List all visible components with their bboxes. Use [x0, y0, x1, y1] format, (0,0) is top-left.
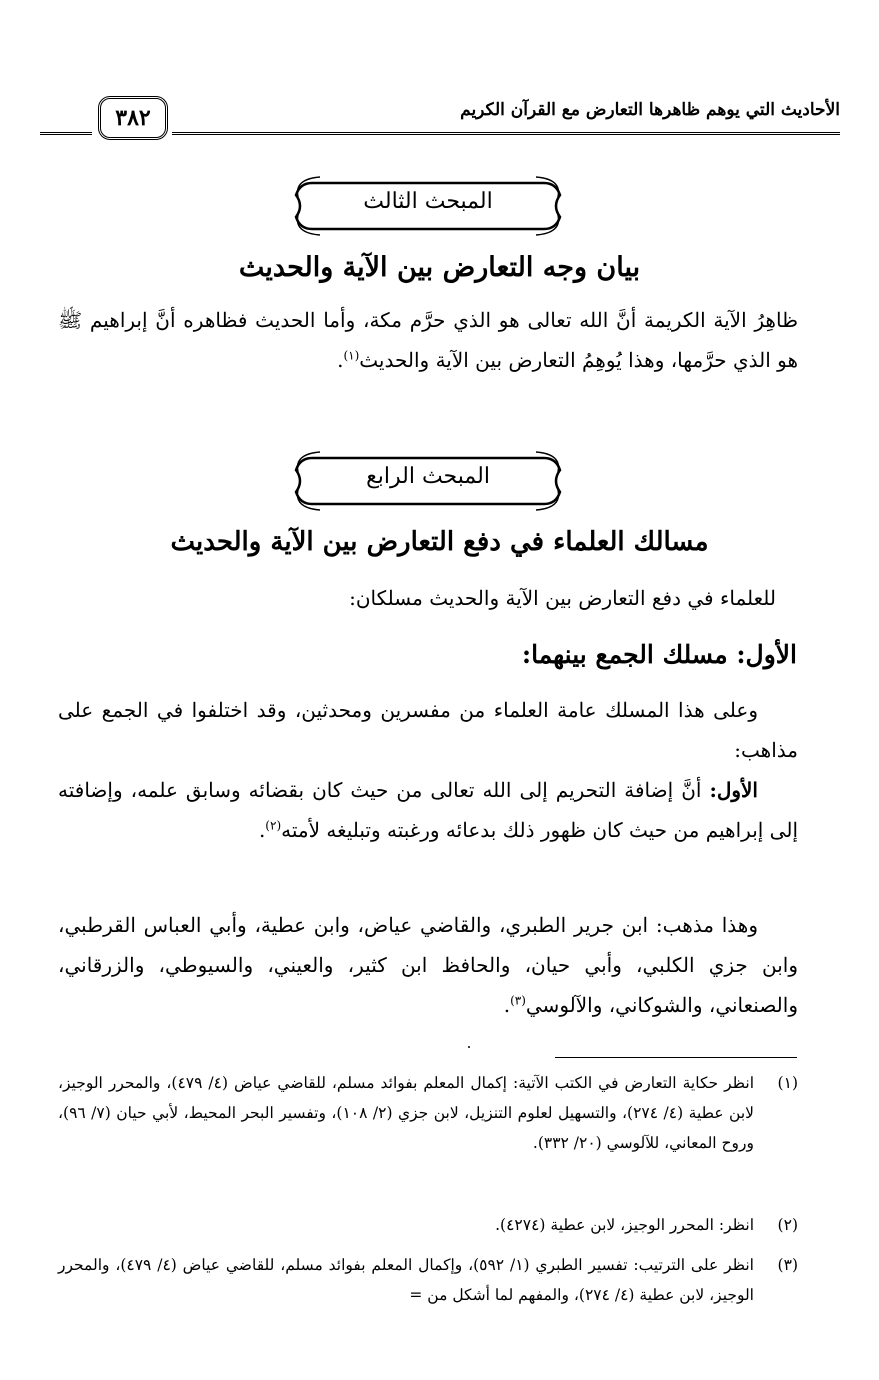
paragraph: وهذا مذهب: ابن جرير الطبري، والقاضي عياض، وابن عطية، وأبي العباس القرطبي، وابن جزي الكلبي، وأبي حيان، والحافظ ابن كثير، والعيني، والسيوطي، والزرقاني، والصنعاني، والشوكاني، والآلوسي$^{(٣)}$.: [58, 913, 798, 1017]
stray-dot: [468, 1046, 470, 1048]
section-banner-fourth: [290, 450, 566, 512]
paragraph: [58, 300, 798, 380]
footnote-1: [58, 1068, 798, 1158]
section-heading: مسالك العلماء في دفع التعارض بين الآية والحديث: [170, 527, 709, 557]
section-banner-third: [290, 175, 566, 237]
banner-title: المبحث الرابع: [366, 464, 490, 489]
paragraph: [58, 690, 798, 770]
footnote-ref: (٢): [265, 818, 282, 833]
footnote-3: [58, 1250, 798, 1310]
first-path-heading: الأول: مسلك الجمع بينهما:: [521, 640, 797, 669]
banner-title: المبحث الثالث: [363, 189, 493, 214]
paragraph-text: ظاهِرُ الآية الكريمة أنَّ الله تعالى هو الذي حرَّم مكة، وأما الحديث فظاهره أنَّ إبراهيم ﷺ هو الذي حرَّمها، وهذا يُوهِمُ التعارض بين الآية والحديث: [58, 308, 798, 372]
page-header: [40, 90, 840, 150]
footnote-separator: [555, 1057, 797, 1058]
page-number: ٣٨٢: [98, 96, 168, 140]
footnote-text: انظر حكاية التعارض في الكتب الآتية: إكمال المعلم بفوائد مسلم، للقاضي عياض (٤/ ٤٧٩)، والمحرر الوجيز، لابن عطية (٤/ ٢٧٤)، والتسهيل لعلوم التنزيل، لابن جزي (٢/ ١٠٨)، وتفسير البحر المحيط، لأبي حيان (٧/ ٩٦)، وروح المعاني، للآلوسي (٢٠/ ٣٣٢).: [58, 1074, 755, 1152]
section-heading: بيان وجه التعارض بين الآية والحديث: [238, 252, 641, 283]
intro-text: للعلماء في دفع التعارض بين الآية والحديث مسلكان:: [349, 586, 776, 610]
footnote-ref: (٣): [510, 993, 526, 1008]
paragraph-end: .: [337, 348, 344, 372]
footnote-ref: (١): [343, 348, 360, 363]
footnote-2: [58, 1210, 798, 1240]
header-rule-left: [40, 132, 92, 138]
paragraph-text: وهذا مذهب: ابن جرير الطبري، والقاضي عياض، وابن عطية، وأبي العباس القرطبي، وابن جزي الكلبي، وأبي حيان، والحافظ ابن كثير، والعيني، والسيوطي، والزرقاني، والصنعاني، والشوكاني، والآلوسي: [58, 913, 798, 1017]
paragraph-text: وعلى هذا المسلك عامة العلماء من مفسرين ومحدثين، وقد اختلفوا في الجمع على مذاهب:: [58, 698, 798, 762]
paragraph: الأول: أنَّ إضافة التحريم إلى الله تعالى من حيث كان بقضائه وسابق علمه، وإضافته إلى إبراهيم من حيث كان ظهور ذلك بدعائه ورغبته وتبليغه لأمته$^{(٢)}$.: [58, 778, 798, 842]
footnote-number: (١): [777, 1074, 798, 1092]
footnote-number: (٣): [777, 1256, 798, 1274]
paragraph-text: أنَّ إضافة التحريم إلى الله تعالى من حيث كان بقضائه وسابق علمه، وإضافته إلى إبراهيم من حيث كان ظهور ذلك بدعائه ورغبته وتبليغه لأمته: [58, 778, 798, 842]
running-title: الأحاديث التي يوهم ظاهرها التعارض مع القرآن الكريم: [460, 100, 840, 120]
header-rule-right: [172, 132, 840, 138]
first-label: الأول:: [709, 778, 758, 802]
footnote-text: انظر على الترتيب: تفسير الطبري (١/ ٥٩٢)، وإكمال المعلم بفوائد مسلم، للقاضي عياض (٤/ ٤٧٩)، والمحرر الوجيز، لابن عطية (٤/ ٢٧٤)، والمفهم لما أشكل من =: [58, 1256, 754, 1304]
footnote-number: (٢): [777, 1216, 798, 1234]
intro-line: [58, 578, 798, 618]
footnote-text: انظر: المحرر الوجيز، لابن عطية (٤٢٧٤).: [495, 1216, 754, 1234]
